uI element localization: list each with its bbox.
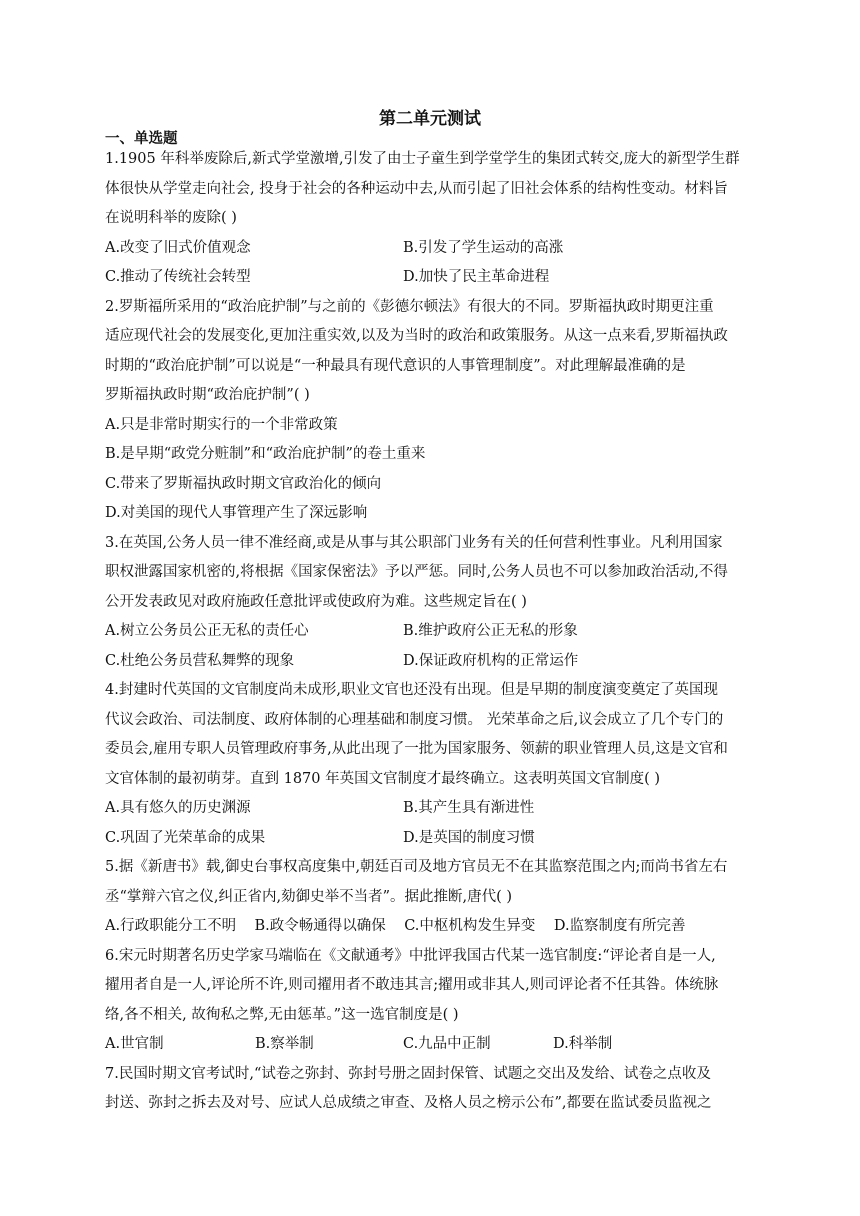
option-d: D.保证政府机构的正常运作 bbox=[403, 652, 579, 669]
question-3 bbox=[105, 529, 755, 677]
page-title: 第二单元测试 bbox=[379, 109, 481, 129]
question-text-line: 7.民国时期文官考试时,“试卷之弥封、弥封号册之固封保管、试题之交出及发给、试卷之点收及 bbox=[105, 1065, 711, 1082]
options-row bbox=[105, 1030, 755, 1060]
question-1 bbox=[105, 145, 755, 293]
option-d: D.科举制 bbox=[553, 1036, 613, 1052]
question-text-line: 络,各不相关, 故徇私之弊,无由惩革。”这一选官制度是( ) bbox=[105, 1006, 459, 1023]
question-4 bbox=[105, 676, 755, 853]
question-text-line: 代议会政治、司法制度、政府体制的心理基础和制度习惯。 光荣革命之后,议会成立了几个专门的 bbox=[105, 711, 724, 728]
question-text-line: 公开发表政见对政府施政任意批评或使政府为难。这些规定旨在( ) bbox=[105, 593, 527, 610]
option-a: A.只是非常时期实行的一个非常政策 bbox=[105, 416, 338, 433]
options-row bbox=[105, 234, 755, 264]
option-b: B.察举制 bbox=[255, 1036, 314, 1052]
option-b: B.维护政府公正无私的形象 bbox=[403, 623, 578, 639]
option-a: A.世官制 bbox=[105, 1036, 164, 1052]
option-c: C.巩固了光荣革命的成果 bbox=[105, 829, 266, 846]
options-row bbox=[105, 617, 755, 647]
option-d: D.是英国的制度习惯 bbox=[403, 829, 535, 846]
question-text-line: 3.在英国,公务人员一律不准经商,或是从事与其公职部门业务有关的任何营利性事业。凡利用国家 bbox=[105, 534, 723, 551]
question-text-line: 6.宋元时期著名历史学家马端临在《文献通考》中批评我国古代某一选官制度:“评论者自是一人, bbox=[105, 947, 716, 964]
question-text-line: 擢用者自是一人,评论所不许,则司擢用者不敢违其言;擢用或非其人,则司评论者不任其咎。体统脉 bbox=[105, 977, 719, 993]
question-text-line: 封送、弥封之拆去及对号、应试人总成绩之审查、及格人员之榜示公布”,都要在监试委员监视之 bbox=[105, 1095, 712, 1111]
options-row bbox=[105, 794, 755, 824]
question-2 bbox=[105, 293, 755, 529]
question-text-line: 罗斯福执政时期“政治庇护制”( ) bbox=[105, 387, 310, 403]
option-a: A.改变了旧式价值观念 bbox=[105, 239, 251, 256]
options-row bbox=[105, 824, 755, 854]
question-text-line: 2.罗斯福所采用的“政治庇护制”与之前的《彭德尔顿法》有很大的不同。罗斯福执政时期更注重 bbox=[105, 298, 714, 315]
question-text-line: 委员会,雇用专职人员管理政府事务,从此出现了一批为国家服务、领薪的职业管理人员,这是文官和 bbox=[105, 741, 728, 757]
options-row: A.行政职能分工不明 B.政令畅通得以确保 C.中枢机构发生异变 D.监察制度有所完善 bbox=[105, 918, 686, 934]
option-c: C.带来了罗斯福执政时期文官政治化的倾向 bbox=[105, 475, 382, 492]
question-7 bbox=[105, 1060, 755, 1119]
option-b: B.其产生具有渐进性 bbox=[403, 800, 535, 816]
options-row bbox=[105, 263, 755, 293]
question-text-line: 4.封建时代英国的文官制度尚未成形,职业文官也还没有出现。但是早期的制度演变奠定了英国现 bbox=[105, 682, 718, 698]
options-row bbox=[105, 647, 755, 677]
option-c: C.杜绝公务员营私舞弊的现象 bbox=[105, 652, 295, 669]
question-text-line: 文官体制的最初萌芽。直到 1870 年英国文官制度才最终确立。这表明英国文官制度( ) bbox=[105, 770, 661, 787]
option-a: A.具有悠久的历史渊源 bbox=[105, 800, 251, 816]
question-text-line: 5.据《新唐书》载,御史台事权高度集中,朝廷百司及地方官员无不在其监察范围之内;而尚书省左右 bbox=[105, 859, 728, 875]
question-5 bbox=[105, 853, 755, 942]
question-text-line: 在说明科举的废除( ) bbox=[105, 210, 237, 226]
option-c: C.推动了传统社会转型 bbox=[105, 269, 251, 285]
question-text-line: 1.1905 年科举废除后,新式学堂激增,引发了由士子童生到学堂学生的集团式转交,庞大的新型学生群 bbox=[105, 151, 740, 167]
question-text-line: 职权泄露国家机密的,将根据《国家保密法》予以严惩。同时,公务人员也不可以参加政治活动,不得 bbox=[105, 564, 728, 580]
question-6 bbox=[105, 942, 755, 1060]
option-b: B.引发了学生运动的高涨 bbox=[403, 239, 564, 256]
question-text-line: 体很快从学堂走向社会, 投身于社会的各种运动中去,从而引起了旧社会体系的结构性变动。材料旨 bbox=[105, 180, 728, 197]
option-c: C.九品中正制 bbox=[403, 1036, 491, 1052]
question-list bbox=[105, 145, 755, 1119]
option-a: A.树立公务员公正无私的责任心 bbox=[105, 623, 309, 639]
section-heading: 一、单选题 bbox=[105, 131, 178, 147]
option-b: B.是早期“政党分赃制”和“政治庇护制”的卷土重来 bbox=[105, 446, 426, 462]
option-d: D.加快了民主革命进程 bbox=[403, 269, 550, 285]
question-text-line: 时期的“政治庇护制”可以说是“一种最具有现代意识的人事管理制度”。对此理解最准确的是 bbox=[105, 357, 686, 374]
question-text-line: 适应现代社会的发展变化,更加注重实效,以及为当时的政治和政策服务。从这一点来看,罗斯福执政 bbox=[105, 328, 728, 344]
question-text-line: 丞“掌辩六官之仪,纠正省内,劾御史举不当者”。据此推断,唐代( ) bbox=[105, 888, 513, 905]
option-d: D.对美国的现代人事管理产生了深远影响 bbox=[105, 505, 368, 521]
